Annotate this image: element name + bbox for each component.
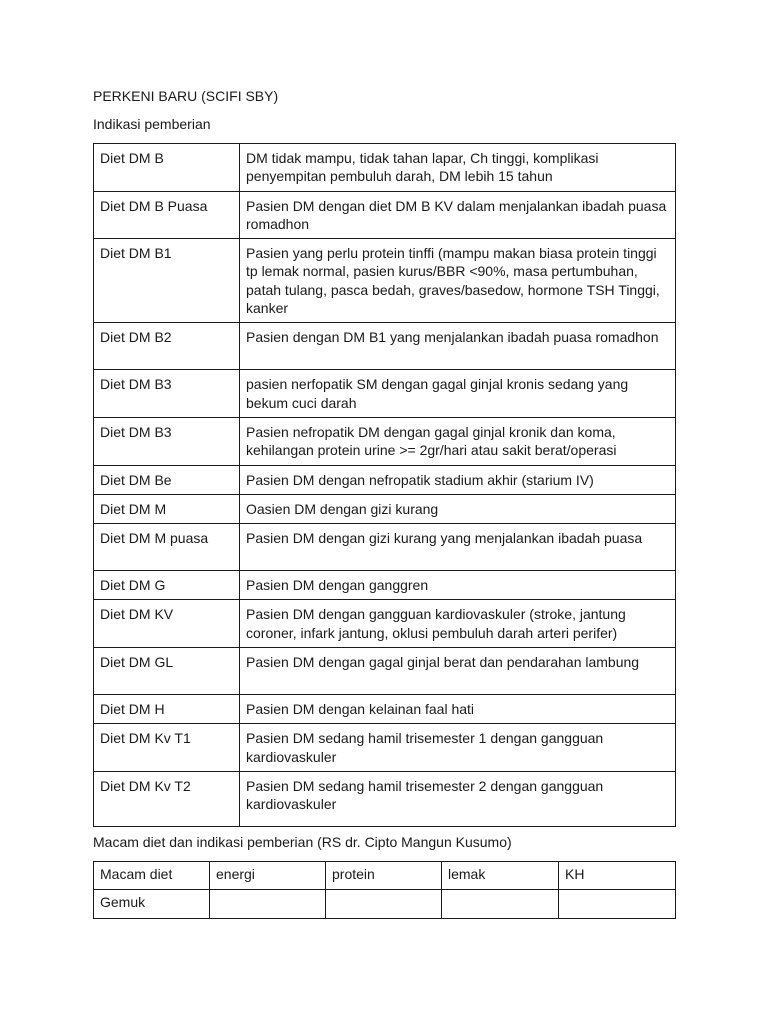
table-header-row — [94, 862, 676, 890]
diet-name-cell: Diet DM B Puasa — [94, 191, 240, 239]
column-header: Macam diet — [94, 862, 210, 890]
table-cell — [559, 890, 676, 918]
diet-name-cell: Diet DM GL — [94, 648, 240, 695]
column-header: KH — [559, 862, 676, 890]
diet-name-cell: Diet DM M — [94, 494, 240, 523]
column-header: lemak — [442, 862, 559, 890]
indication-cell: Pasien yang perlu protein tinffi (mampu makan biasa protein tinggi tp lemak normal, pasien kurus/BBR <90%, masa pertumbuhan, patah tulang, pasca bedah, graves/basedow, hormone TSH Tinggi, kanker — [240, 239, 676, 323]
table-cell — [326, 890, 442, 918]
table-row — [94, 323, 676, 370]
table-row — [94, 648, 676, 695]
table-row — [94, 890, 676, 918]
section-label-macam-diet: Macam diet dan indikasi pemberian (RS dr. Cipto Mangun Kusumo) — [93, 834, 512, 850]
diet-name-cell: Diet DM KV — [94, 600, 240, 648]
indication-cell: Pasien DM dengan ganggren — [240, 571, 676, 600]
indication-cell: Pasien DM sedang hamil trisemester 2 dengan gangguan kardiovaskuler — [240, 771, 676, 826]
table-cell — [210, 890, 326, 918]
diet-name-cell: Diet DM G — [94, 571, 240, 600]
column-header: energi — [210, 862, 326, 890]
table-cell: Gemuk — [94, 890, 210, 918]
diet-name-cell: Diet DM M puasa — [94, 524, 240, 571]
indication-cell: Pasien dengan DM B1 yang menjalankan ibadah puasa romadhon — [240, 323, 676, 370]
table-row — [94, 144, 676, 192]
indication-cell: Pasien DM dengan gangguan kardiovaskuler (stroke, jantung coroner, infark jantung, oklusi pembuluh darah arteri perifer) — [240, 600, 676, 648]
column-header: protein — [326, 862, 442, 890]
indication-cell: Pasien DM dengan gagal ginjal berat dan pendarahan lambung — [240, 648, 676, 695]
table-row — [94, 191, 676, 239]
diet-name-cell: Diet DM Kv T2 — [94, 771, 240, 826]
indication-cell: Pasien DM dengan diet DM B KV dalam menjalankan ibadah puasa romadhon — [240, 191, 676, 239]
diet-name-cell: Diet DM Kv T1 — [94, 724, 240, 772]
table-row — [94, 695, 676, 724]
table-row — [94, 600, 676, 648]
table-row — [94, 465, 676, 494]
diet-name-cell: Diet DM B2 — [94, 323, 240, 370]
indication-cell: Pasien DM dengan gizi kurang yang menjalankan ibadah puasa — [240, 524, 676, 571]
table-row — [94, 771, 676, 826]
table-row — [94, 571, 676, 600]
table-row — [94, 524, 676, 571]
indication-cell: Pasien DM sedang hamil trisemester 1 dengan gangguan kardiovaskuler — [240, 724, 676, 772]
table-row — [94, 417, 676, 465]
diet-name-cell: Diet DM H — [94, 695, 240, 724]
indication-cell: Pasien DM dengan nefropatik stadium akhir (starium IV) — [240, 465, 676, 494]
table-cell — [442, 890, 559, 918]
diet-name-cell: Diet DM B3 — [94, 417, 240, 465]
diet-name-cell: Diet DM B1 — [94, 239, 240, 323]
diet-composition-table — [93, 861, 676, 919]
table-row — [94, 370, 676, 418]
diet-name-cell: Diet DM B3 — [94, 370, 240, 418]
diet-indication-table — [93, 143, 676, 827]
indication-cell: pasien nerfopatik SM dengan gagal ginjal kronis sedang yang bekum cuci darah — [240, 370, 676, 418]
table-row — [94, 494, 676, 523]
table-row — [94, 724, 676, 772]
section-label-indikasi: Indikasi pemberian — [93, 116, 211, 132]
indication-cell: DM tidak mampu, tidak tahan lapar, Ch tinggi, komplikasi penyempitan pembuluh darah, DM lebih 15 tahun — [240, 144, 676, 192]
diet-name-cell: Diet DM Be — [94, 465, 240, 494]
indication-cell: Pasien DM dengan kelainan faal hati — [240, 695, 676, 724]
table-row — [94, 239, 676, 323]
indication-cell: Oasien DM dengan gizi kurang — [240, 494, 676, 523]
indication-cell: Pasien nefropatik DM dengan gagal ginjal kronik dan koma, kehilangan protein urine >= 2gr/hari atau sakit berat/operasi — [240, 417, 676, 465]
page-title: PERKENI BARU (SCIFI SBY) — [93, 88, 279, 104]
diet-name-cell: Diet DM B — [94, 144, 240, 192]
